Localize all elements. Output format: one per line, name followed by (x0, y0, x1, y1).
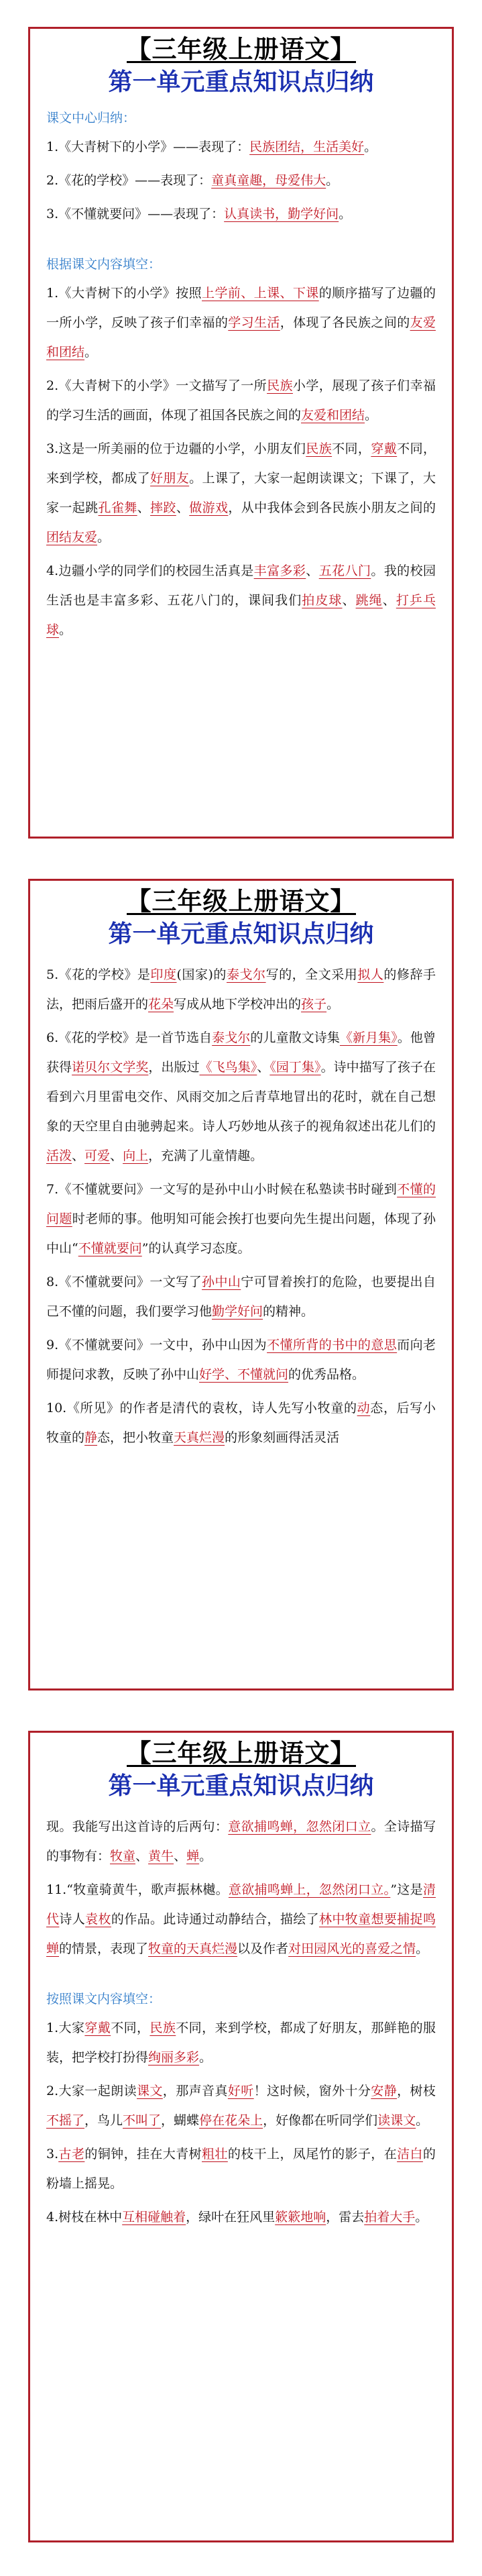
item-text: 态，把小牧童 (97, 1430, 174, 1445)
answer-highlight: 摔跤 (150, 500, 176, 515)
item-text: 、 (342, 593, 356, 608)
card-header (46, 29, 436, 99)
item-text: 、 (382, 593, 396, 608)
item-text: 。 (84, 345, 98, 360)
answer-highlight: 民族 (306, 441, 333, 456)
answer-highlight: 民族团结，生活美好 (249, 140, 365, 154)
answer-highlight: 安静 (371, 2084, 398, 2098)
item-text: 态，后写小牧童的 (46, 1401, 436, 1445)
item-number: 9. (46, 1338, 59, 1352)
item-text: 、 (176, 500, 190, 515)
item-number: 4. (46, 564, 59, 578)
item-number: 10. (46, 1401, 67, 1415)
list-item (46, 278, 436, 367)
item-text: 。 (199, 2050, 213, 2065)
list-item (46, 1812, 436, 1871)
item-text: 《花的学校》是 (58, 967, 151, 982)
item-text: 的作品。此诗通过动静结合，描绘了 (111, 1912, 319, 1927)
answer-highlight: 清代 (46, 1882, 436, 1927)
answer-highlight: 天真烂漫 (174, 1430, 225, 1445)
item-text: ，体现了各民族之间的 (280, 315, 410, 330)
answer-highlight: 拍着大手 (364, 2210, 416, 2224)
item-text: 《不懂就要问》一文写了 (58, 1275, 202, 1289)
card-header (46, 881, 436, 951)
answer-highlight: 民族 (267, 378, 293, 393)
item-text: 。 (365, 408, 378, 423)
answer-highlight: 活泼 (46, 1148, 72, 1163)
section-center-label: 课文中心归纳： (46, 111, 136, 125)
item-text: 的粉墙上摇晃。 (46, 2147, 436, 2191)
item-text: ！这时候，窗外十分 (253, 2084, 371, 2098)
item-number: 11. (46, 1882, 67, 1897)
answer-highlight: 打乒乓球 (46, 593, 436, 637)
item-text: 不同， (111, 2021, 150, 2035)
list-item (46, 1393, 436, 1452)
item-text: 写的，全文采用 (265, 967, 358, 982)
answer-highlight: 不懂的问题 (46, 1182, 436, 1226)
answer-highlight: 友爱和团结 (46, 315, 436, 360)
answer-highlight: 《飞鸟集》 (199, 1060, 257, 1075)
answer-highlight: 粗壮 (202, 2147, 228, 2161)
list-item (46, 371, 436, 430)
answer-highlight: 不懂所背的书中的意思 (267, 1338, 398, 1352)
item-text: 树枝在林中 (58, 2210, 123, 2224)
list-item (46, 960, 436, 1019)
item-text: 《不懂就要问》——表现了： (58, 207, 225, 221)
answer-highlight: 互相碰触着 (122, 2210, 186, 2224)
answer-highlight: 洁白 (397, 2147, 423, 2161)
list-item (46, 556, 436, 645)
list-item (46, 199, 436, 229)
item-text: 时老师的事。他明知可能会挨打也要向先生提出问题，体现了孙中山“ (46, 1212, 436, 1256)
answer-highlight: 五花八门 (318, 564, 371, 578)
answer-highlight: 泰戈尔 (212, 1030, 251, 1045)
answer-highlight: 意欲捕鸣蝉，忽然闭口立 (228, 1819, 371, 1834)
answer-highlight: 孙中山 (202, 1275, 241, 1289)
item-number: 1. (46, 140, 59, 154)
item-text: ，充满了儿童情趣。 (148, 1148, 263, 1163)
item-text: 《不懂就要问》一文中，孙中山因为 (58, 1338, 267, 1352)
item-text: 的儿童散文诗集 (250, 1030, 340, 1045)
item-text: 。 (416, 2113, 429, 2128)
answer-highlight: 意欲捕鸣蝉上，忽然闭口立。 (228, 1882, 391, 1897)
knowledge-card-2 (28, 879, 454, 1690)
knowledge-card-3 (28, 1731, 454, 2542)
item-text: 不同，来到学校，都成了 (46, 441, 436, 486)
item-text: ，从中我体会到各民族小朋友之间的 (228, 500, 436, 515)
answer-highlight: 牧童 (110, 1849, 136, 1864)
item-text: 边疆小学的同学们的校园生活真是 (58, 564, 254, 578)
item-text: ，那声音真 (162, 2084, 228, 2098)
unit-title: 第一单元重点知识点归纳 (108, 920, 374, 948)
answer-highlight: 不懂就要问 (78, 1241, 142, 1256)
item-text: 的修辞手法，把雨后盛开的 (46, 967, 436, 1012)
item-text: ”的认真学习态度。 (141, 1241, 251, 1256)
list-item (46, 1875, 436, 1964)
item-text: 《不懂就要问》一文写的是孙中山小时候在私塾读书时碰到 (58, 1182, 398, 1197)
item-text: ，出版过 (148, 1060, 200, 1075)
answer-highlight: 勤学好问 (212, 1304, 263, 1319)
list-item (46, 2013, 436, 2072)
item-text: 。 (59, 623, 72, 637)
item-text: ，绿叶在狂风里 (186, 2210, 276, 2224)
center-list (46, 132, 436, 229)
item-text: 而向老师提问求教，反映了孙中山 (46, 1338, 436, 1382)
item-text: 。 (364, 140, 377, 154)
item-text: ，好像都在听同学们 (263, 2113, 378, 2128)
item-number: 7. (46, 1182, 59, 1197)
item-text: 写成从地下学校冲出的 (174, 997, 302, 1012)
item-text: ”这是 (390, 1882, 423, 1897)
answer-highlight: 上学前、上课、下课 (202, 286, 319, 301)
answer-highlight: 花朵 (148, 997, 174, 1012)
item-text: ，树枝 (397, 2084, 436, 2098)
answer-highlight: 停在花朵上 (199, 2113, 263, 2128)
item-text: 《所见》的作者是清代的袁枚，诗人先写小牧童的 (66, 1401, 357, 1415)
answer-highlight: 簌簌地响 (275, 2210, 326, 2224)
item-text: ，鸟儿 (84, 2113, 123, 2128)
item-number: 3. (46, 2147, 59, 2161)
answer-highlight: 对田园风光的喜爱之情 (288, 1941, 416, 1956)
answer-highlight: 读课文 (377, 2113, 416, 2128)
item-text: 。 (97, 530, 111, 545)
list-item (46, 132, 436, 162)
knowledge-card-1 (28, 27, 454, 839)
item-number: 4. (46, 2210, 59, 2224)
answer-highlight: 认真读书，勤学好问 (224, 207, 339, 221)
item-text: 的枝干上，凤尾竹的影子，在 (227, 2147, 398, 2161)
item-text: 《大青树下的小学》一文描写了一所 (58, 378, 267, 393)
item-text: 、 (174, 1849, 187, 1864)
answer-highlight: 好朋友 (150, 471, 190, 486)
item-text: 、 (137, 500, 151, 515)
item-text: ，雷去 (326, 2210, 365, 2224)
item-text: 的顺序描写了边疆的一所小学，反映了孩子们幸福的 (46, 286, 436, 330)
item-text: 的优秀品格。 (288, 1367, 365, 1382)
item-number: 6. (46, 1030, 59, 1045)
answer-highlight: 丰富多彩 (253, 564, 306, 578)
section-fill-label: 按照课文内容填空： (46, 1992, 162, 2006)
unit-title: 第一单元重点知识点归纳 (108, 1772, 374, 1800)
answer-highlight: 友爱和团结 (301, 408, 365, 423)
answer-highlight: 牧童的天真烂漫 (148, 1941, 238, 1956)
answer-highlight: 民族 (149, 2021, 176, 2035)
item-text: 。 (199, 1849, 213, 1864)
answer-highlight: 印度 (150, 967, 177, 982)
item-text: 。他曾获得 (46, 1030, 436, 1075)
unit-title: 第一单元重点知识点归纳 (108, 68, 374, 96)
fill-list (46, 2013, 436, 2232)
card-header (46, 1733, 436, 1803)
item-text: 的形象刻画得活灵活 (225, 1430, 340, 1445)
answer-highlight: 孔雀舞 (98, 500, 137, 515)
item-text: 的铜钟，挂在大青树 (84, 2147, 202, 2161)
answer-highlight: 课文 (136, 2084, 163, 2098)
answer-highlight: 学习生活 (228, 315, 280, 330)
list-item (46, 2202, 436, 2232)
item-number: 3. (46, 207, 59, 221)
answer-highlight: 《新月集》 (339, 1030, 398, 1045)
item-text: 、 (306, 564, 319, 578)
item-text: 、 (257, 1060, 270, 1075)
grade-title: 【三年级上册语文】 (126, 1738, 356, 1768)
item-number: 2. (46, 173, 59, 188)
answer-highlight: 古老 (58, 2147, 85, 2161)
answer-highlight: 童真童趣，母爱伟大 (211, 173, 326, 188)
item-number: 1. (46, 286, 59, 301)
answer-highlight: 跳绳 (355, 593, 383, 608)
answer-highlight: 拟人 (357, 967, 384, 982)
item-text: 大家 (58, 2021, 85, 2035)
answer-highlight: 诺贝尔文学奖 (72, 1060, 149, 1075)
answer-highlight: 动 (357, 1401, 371, 1415)
item-text: 、 (72, 1148, 85, 1163)
answer-highlight: 拍皮球 (302, 593, 343, 608)
answer-highlight: 向上 (123, 1148, 149, 1163)
item-text: 《大青树下的小学》——表现了： (58, 140, 250, 154)
item-list (46, 960, 436, 1452)
item-number: 2. (46, 378, 59, 393)
list-item (46, 1023, 436, 1171)
grade-title: 【三年级上册语文】 (126, 886, 356, 916)
item-text: 这是一所美丽的位于边疆的小学，小朋友们 (58, 441, 306, 456)
answer-highlight: 静 (84, 1430, 98, 1445)
item-text: 。 (326, 173, 339, 188)
item-text: 以及作者 (237, 1941, 289, 1956)
list-item (46, 1175, 436, 1263)
item-text: 。 (416, 1941, 429, 1956)
item-text: ，蝴蝶 (161, 2113, 200, 2128)
list-item (46, 1267, 436, 1326)
answer-highlight: 好学、不懂就问 (199, 1367, 289, 1382)
list-item (46, 1330, 436, 1389)
answer-highlight: 泰戈尔 (226, 967, 266, 982)
item-number: 2. (46, 2084, 59, 2098)
item-text: 。 (415, 2210, 428, 2224)
item-text: 不同， (332, 441, 371, 456)
item-text: 宁可冒着挨打的危险，也要提出自己不懂的问题，我们要学习他 (46, 1275, 436, 1319)
item-text: 《花的学校》是一首节选自 (58, 1030, 213, 1045)
answer-highlight: 《园丁集》 (269, 1060, 321, 1075)
answer-highlight: 可爱 (84, 1148, 111, 1163)
item-text: 。 (339, 207, 352, 221)
grade-title: 【三年级上册语文】 (126, 34, 356, 64)
item-number: 5. (46, 967, 59, 982)
item-number: 8. (46, 1275, 59, 1289)
item-text: 、 (110, 1148, 123, 1163)
item-text: (国家)的 (176, 967, 227, 982)
item-text: 。诗中描写了孩子在看到六月里雷电交作、风雨交加之后青草地冒出的花时，就在自己想象的天空里自由驰骋起来。诗人巧妙地从孩子的视角叙述出花儿们的 (46, 1060, 436, 1134)
lead-list (46, 1812, 436, 1964)
answer-highlight: 蝉 (186, 1849, 200, 1864)
answer-highlight: 好听 (227, 2084, 254, 2098)
answer-highlight: 不叫了 (123, 2113, 162, 2128)
item-text: 的情景，表现了 (59, 1941, 149, 1956)
item-text: 的精神。 (263, 1304, 314, 1319)
answer-highlight: 孩子 (301, 997, 327, 1012)
list-item (46, 2076, 436, 2135)
item-text: 。我的校园生活也是丰富多彩、五花八门的，课间我们 (46, 564, 436, 608)
list-item (46, 2139, 436, 2198)
answer-highlight: 团结友爱 (46, 530, 98, 545)
item-text: 。上课了，大家一起朗读课文；下课了，大家一起跳 (46, 471, 436, 515)
item-text: 《花的学校》——表现了： (58, 173, 212, 188)
answer-highlight: 黄牛 (148, 1849, 174, 1864)
item-text: 、 (135, 1849, 149, 1864)
answer-highlight: 不摇了 (46, 2113, 85, 2128)
item-text: 小学，展现了孩子们幸福的学习生活的画面，体现了祖国各民族之间的 (46, 378, 436, 423)
answer-highlight: 袁枚 (85, 1912, 111, 1927)
item-number: 3. (46, 441, 59, 456)
fill-list (46, 278, 436, 645)
item-text: 现。我能写出这首诗的后两句： (46, 1819, 229, 1834)
answer-highlight: 林中牧童想要捕捉鸣蝉 (46, 1912, 436, 1956)
list-item (46, 166, 436, 195)
answer-highlight: 穿戴 (84, 2021, 111, 2035)
answer-highlight: 做游戏 (189, 500, 229, 515)
section-fill-label: 根据课文内容填空： (46, 257, 162, 272)
item-text: 诗人 (59, 1912, 86, 1927)
item-text: 大家一起朗读 (58, 2084, 137, 2098)
item-text: 。全诗描写的事物有： (46, 1819, 436, 1864)
list-item (46, 434, 436, 552)
item-number: 1. (46, 2021, 59, 2035)
item-text: 《大青树下的小学》按照 (58, 286, 202, 301)
item-text: 。 (326, 997, 340, 1012)
item-text: 不同，来到学校，都成了好朋友，那鲜艳的服装，把学校打扮得 (46, 2021, 436, 2065)
answer-highlight: 穿戴 (371, 441, 398, 456)
item-text: “牧童骑黄牛，歌声振林樾。 (66, 1882, 229, 1897)
answer-highlight: 绚丽多彩 (148, 2050, 200, 2065)
